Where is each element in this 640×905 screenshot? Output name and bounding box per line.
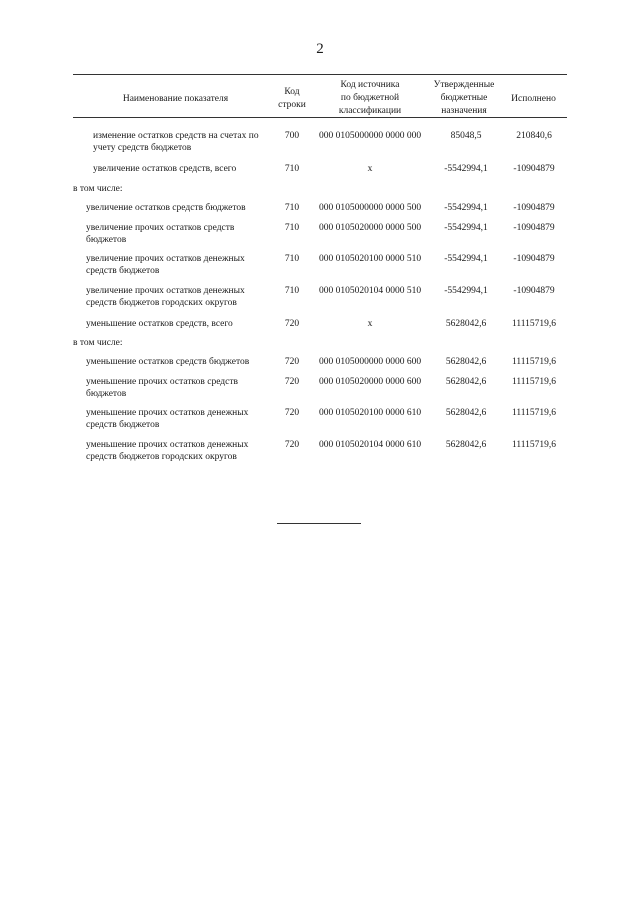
row-source: 000 0105000000 0000 000: [318, 131, 422, 141]
row-approved: -5542994,1: [444, 164, 488, 174]
row-executed: 11115719,6: [511, 357, 557, 367]
row-approved: 85048,5: [450, 131, 482, 141]
row-approved: 5628042,6: [445, 319, 487, 329]
row-executed: -10904879: [513, 164, 555, 174]
row-executed: -10904879: [513, 203, 555, 213]
row-source: 000 0105020104 0000 610: [318, 440, 422, 450]
row-executed: 11115719,6: [511, 408, 557, 418]
row-code: 710: [284, 286, 300, 296]
row-name: уменьшение прочих остатков средств бюджетов: [86, 377, 238, 399]
row-name: увеличение остатков средств бюджетов: [86, 203, 246, 213]
row-code: 720: [284, 357, 300, 367]
row-name: в том числе:: [73, 338, 123, 348]
header-executed: Исполнено: [511, 94, 556, 104]
row-source: x: [367, 319, 373, 329]
row-code: 710: [284, 164, 300, 174]
header-code: Код строки: [278, 87, 306, 110]
row-approved: -5542994,1: [444, 223, 488, 233]
row-name: увеличение прочих остатков средств бюджетов: [86, 223, 235, 245]
row-executed: 11115719,6: [511, 440, 557, 450]
row-executed: 210840,6: [516, 131, 552, 141]
header-source: Код источника по бюджетной классификации: [338, 80, 402, 116]
row-code: 710: [284, 254, 300, 264]
row-name: изменение остатков средств на счетах по учету средств бюджетов: [93, 131, 259, 153]
page-number: 2: [316, 41, 324, 57]
row-source: x: [367, 164, 373, 174]
row-source: 000 0105000000 0000 500: [318, 203, 422, 213]
row-source: 000 0105020104 0000 510: [318, 286, 422, 296]
end-of-document-line: [277, 523, 361, 524]
row-code: 710: [284, 223, 300, 233]
row-approved: 5628042,6: [445, 377, 487, 387]
row-executed: -10904879: [513, 223, 555, 233]
row-name: уменьшение прочих остатков денежных средств бюджетов городских округов: [86, 440, 249, 462]
row-source: 000 0105020000 0000 500: [318, 223, 422, 233]
header-approved: Утвержденные бюджетные назначения: [433, 80, 495, 116]
row-approved: 5628042,6: [445, 408, 487, 418]
row-executed: 11115719,6: [511, 319, 557, 329]
row-code: 720: [284, 408, 300, 418]
row-code: 720: [284, 377, 300, 387]
header-name: Наименование показателя: [122, 94, 229, 104]
row-code: 720: [284, 440, 300, 450]
row-approved: -5542994,1: [444, 286, 488, 296]
row-source: 000 0105020000 0000 600: [318, 377, 422, 387]
row-source: 000 0105000000 0000 600: [318, 357, 422, 367]
row-name: увеличение прочих остатков денежных средств бюджетов: [86, 254, 245, 276]
row-name: увеличение прочих остатков денежных средств бюджетов городских округов: [86, 286, 245, 308]
row-name: увеличение остатков средств, всего: [93, 164, 237, 174]
row-code: 710: [284, 203, 300, 213]
table-header-rule: [73, 117, 567, 118]
row-approved: 5628042,6: [445, 357, 487, 367]
row-code: 720: [284, 319, 300, 329]
row-executed: -10904879: [513, 286, 555, 296]
row-approved: -5542994,1: [444, 254, 488, 264]
table-top-rule: [73, 74, 567, 75]
row-code: 700: [284, 131, 300, 141]
row-source: 000 0105020100 0000 510: [318, 254, 422, 264]
row-name: в том числе:: [73, 184, 123, 194]
row-approved: -5542994,1: [444, 203, 488, 213]
row-executed: 11115719,6: [511, 377, 557, 387]
row-executed: -10904879: [513, 254, 555, 264]
row-name: уменьшение остатков средств бюджетов: [86, 357, 250, 367]
row-approved: 5628042,6: [445, 440, 487, 450]
row-name: уменьшение прочих остатков денежных средств бюджетов: [86, 408, 249, 430]
row-name: уменьшение остатков средств, всего: [86, 319, 233, 329]
row-source: 000 0105020100 0000 610: [318, 408, 422, 418]
